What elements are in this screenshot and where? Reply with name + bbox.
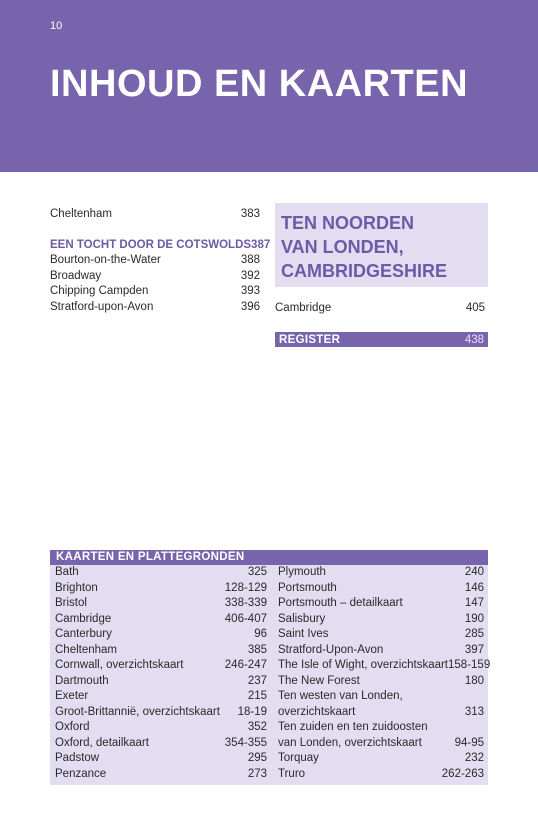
toc-entry-page: 383 [240, 208, 260, 220]
map-entry-page: 325 [247, 566, 267, 578]
map-entry-label: Portsmouth [278, 581, 337, 594]
toc-entry[interactable] [50, 269, 260, 285]
map-entry-label: Stratford-Upon-Avon [278, 643, 384, 656]
map-entry-label: Ten zuiden en ten zuidoosten [278, 721, 428, 733]
map-entry-label: The Isle of Wight, overzichtskaart [278, 659, 449, 671]
map-entry[interactable] [55, 689, 267, 705]
map-entry-label: Ten westen van Londen, [278, 690, 403, 702]
map-entry[interactable] [55, 627, 267, 643]
maps-heading: KAARTEN EN PLATTEGRONDEN [50, 550, 488, 565]
map-entry-page: 406-407 [224, 612, 267, 625]
map-entry[interactable] [278, 658, 491, 674]
toc-entry-label: Broadway [50, 269, 102, 282]
map-entry-label: Groot-Brittannië, overzichtskaart [55, 705, 220, 718]
register-page: 438 [464, 333, 484, 346]
toc-section-label: EEN TOCHT DOOR DE COTSWOLDS [50, 238, 252, 251]
map-entry-page: 96 [254, 628, 267, 640]
map-entry-label: Exeter [55, 690, 89, 702]
toc-entry-page: 393 [240, 285, 260, 297]
map-entry-label: Torquay [278, 752, 319, 764]
map-entry[interactable] [278, 720, 484, 736]
map-entry-page: 240 [464, 566, 484, 578]
map-entry-page: 295 [247, 752, 267, 764]
map-entry[interactable] [278, 674, 484, 690]
map-entry-page: 94-95 [454, 736, 484, 749]
map-entry-page: 180 [464, 674, 484, 687]
map-entry[interactable] [55, 751, 267, 767]
map-entry-page: 385 [247, 643, 267, 656]
map-entry-label: Oxford [55, 721, 90, 733]
toc-entry-label: Bourton-on-the-Water [50, 254, 161, 266]
map-entry-label: Cheltenham [55, 643, 118, 656]
map-entry-label: Dartmouth [55, 674, 109, 687]
map-entry[interactable] [278, 689, 484, 705]
map-entry-label: Portsmouth – detailkaart [278, 597, 403, 609]
map-entry-label: Canterbury [55, 628, 112, 640]
map-entry-label: Bath [55, 566, 79, 578]
header-band [0, 0, 538, 172]
page-title: INHOUD EN KAARTEN [50, 63, 469, 105]
map-entry[interactable] [278, 705, 484, 721]
chapter-title-line: VAN LONDEN, [281, 237, 404, 257]
chapter-title[interactable] [281, 211, 447, 283]
map-entry-label: Truro [278, 767, 306, 780]
map-entry[interactable] [278, 612, 484, 628]
maps-list-box [50, 565, 491, 785]
map-entry-label: Oxford, detailkaart [55, 736, 149, 749]
maps-list-left [55, 565, 267, 782]
chapter-title-line: TEN NOORDEN [281, 213, 415, 233]
map-entry[interactable] [55, 674, 267, 690]
map-entry[interactable] [55, 581, 267, 597]
toc-entry-label: Stratford-upon-Avon [50, 300, 154, 313]
map-entry-page: 313 [464, 705, 484, 718]
register-label: REGISTER [279, 333, 341, 346]
toc-entry[interactable] [275, 301, 485, 317]
map-entry[interactable] [55, 612, 267, 628]
register-bar[interactable] [275, 332, 488, 347]
map-entry-label: Penzance [55, 767, 107, 780]
toc-entry[interactable] [50, 207, 260, 223]
map-entry[interactable] [278, 627, 484, 643]
map-entry[interactable] [278, 596, 484, 612]
map-entry-label: Saint Ives [278, 628, 329, 640]
map-entry-page: 246-247 [224, 659, 267, 671]
map-entry-page: 190 [464, 612, 484, 625]
map-entry-page: 352 [247, 721, 267, 733]
map-entry[interactable] [278, 643, 484, 659]
map-entry-page: 273 [247, 767, 267, 780]
chapter-title-line: CAMBRIDGESHIRE [281, 261, 448, 281]
map-entry[interactable] [55, 767, 267, 783]
map-entry-page: 215 [247, 690, 267, 702]
map-entry[interactable] [55, 736, 267, 752]
toc-section-heading[interactable] [50, 238, 271, 254]
map-entry-label: Salisbury [278, 612, 326, 625]
toc-entry[interactable] [50, 284, 260, 300]
page-number: 10 [50, 20, 63, 32]
map-entry[interactable] [55, 720, 267, 736]
toc-entry[interactable] [50, 253, 260, 269]
toc-entry-label: Chipping Campden [50, 285, 149, 297]
map-entry-label: Cornwall, overzichtskaart [55, 659, 184, 671]
map-entry[interactable] [55, 705, 267, 721]
map-entry[interactable] [55, 565, 267, 581]
toc-entry-page: 388 [240, 254, 260, 266]
maps-list-right [278, 565, 491, 782]
toc-left-column [50, 207, 271, 315]
spacer [50, 223, 260, 238]
toc-section-page: 387 [251, 238, 271, 251]
map-entry-page: 18-19 [237, 705, 267, 718]
map-entry-page: 237 [247, 674, 267, 687]
map-entry-label: Cambridge [55, 612, 112, 625]
map-entry-label: Brighton [55, 581, 98, 594]
map-entry-label: overzichtskaart [278, 705, 356, 718]
map-entry-page: 354-355 [224, 736, 267, 749]
map-entry-label: van Londen, overzichtskaart [278, 736, 422, 749]
map-entry-page: 232 [464, 752, 484, 764]
toc-entry-page: 392 [240, 269, 260, 282]
map-entry-page: 262-263 [441, 767, 484, 780]
map-entry-label: The New Forest [278, 674, 360, 687]
map-entry-page: 285 [464, 628, 484, 640]
map-entry-label: Bristol [55, 597, 87, 609]
map-entry[interactable] [55, 596, 267, 612]
map-entry[interactable] [278, 581, 484, 597]
toc-entry-page: 396 [240, 300, 260, 313]
map-entry[interactable] [278, 736, 484, 752]
map-entry-page: 128-129 [224, 581, 267, 594]
map-entry[interactable] [55, 643, 267, 659]
map-entry-page: 397 [464, 643, 484, 656]
map-entry[interactable] [278, 767, 484, 783]
toc-entry-label: Cambridge [275, 302, 332, 314]
map-entry-label: Padstow [55, 752, 100, 764]
toc-entry-page: 405 [465, 302, 485, 314]
map-entry[interactable] [55, 658, 267, 674]
toc-entry-label: Cheltenham [50, 208, 113, 220]
map-entry-page: 158-159 [448, 659, 491, 671]
map-entry[interactable] [278, 565, 484, 581]
map-entry-page: 147 [464, 597, 484, 609]
toc-entry[interactable] [50, 300, 260, 316]
map-entry-page: 338-339 [224, 597, 267, 609]
chapter-heading-box [275, 203, 488, 287]
toc-right-column [275, 301, 485, 317]
map-entry[interactable] [278, 751, 484, 767]
map-entry-page: 146 [464, 581, 484, 594]
map-entry-label: Plymouth [278, 566, 326, 578]
